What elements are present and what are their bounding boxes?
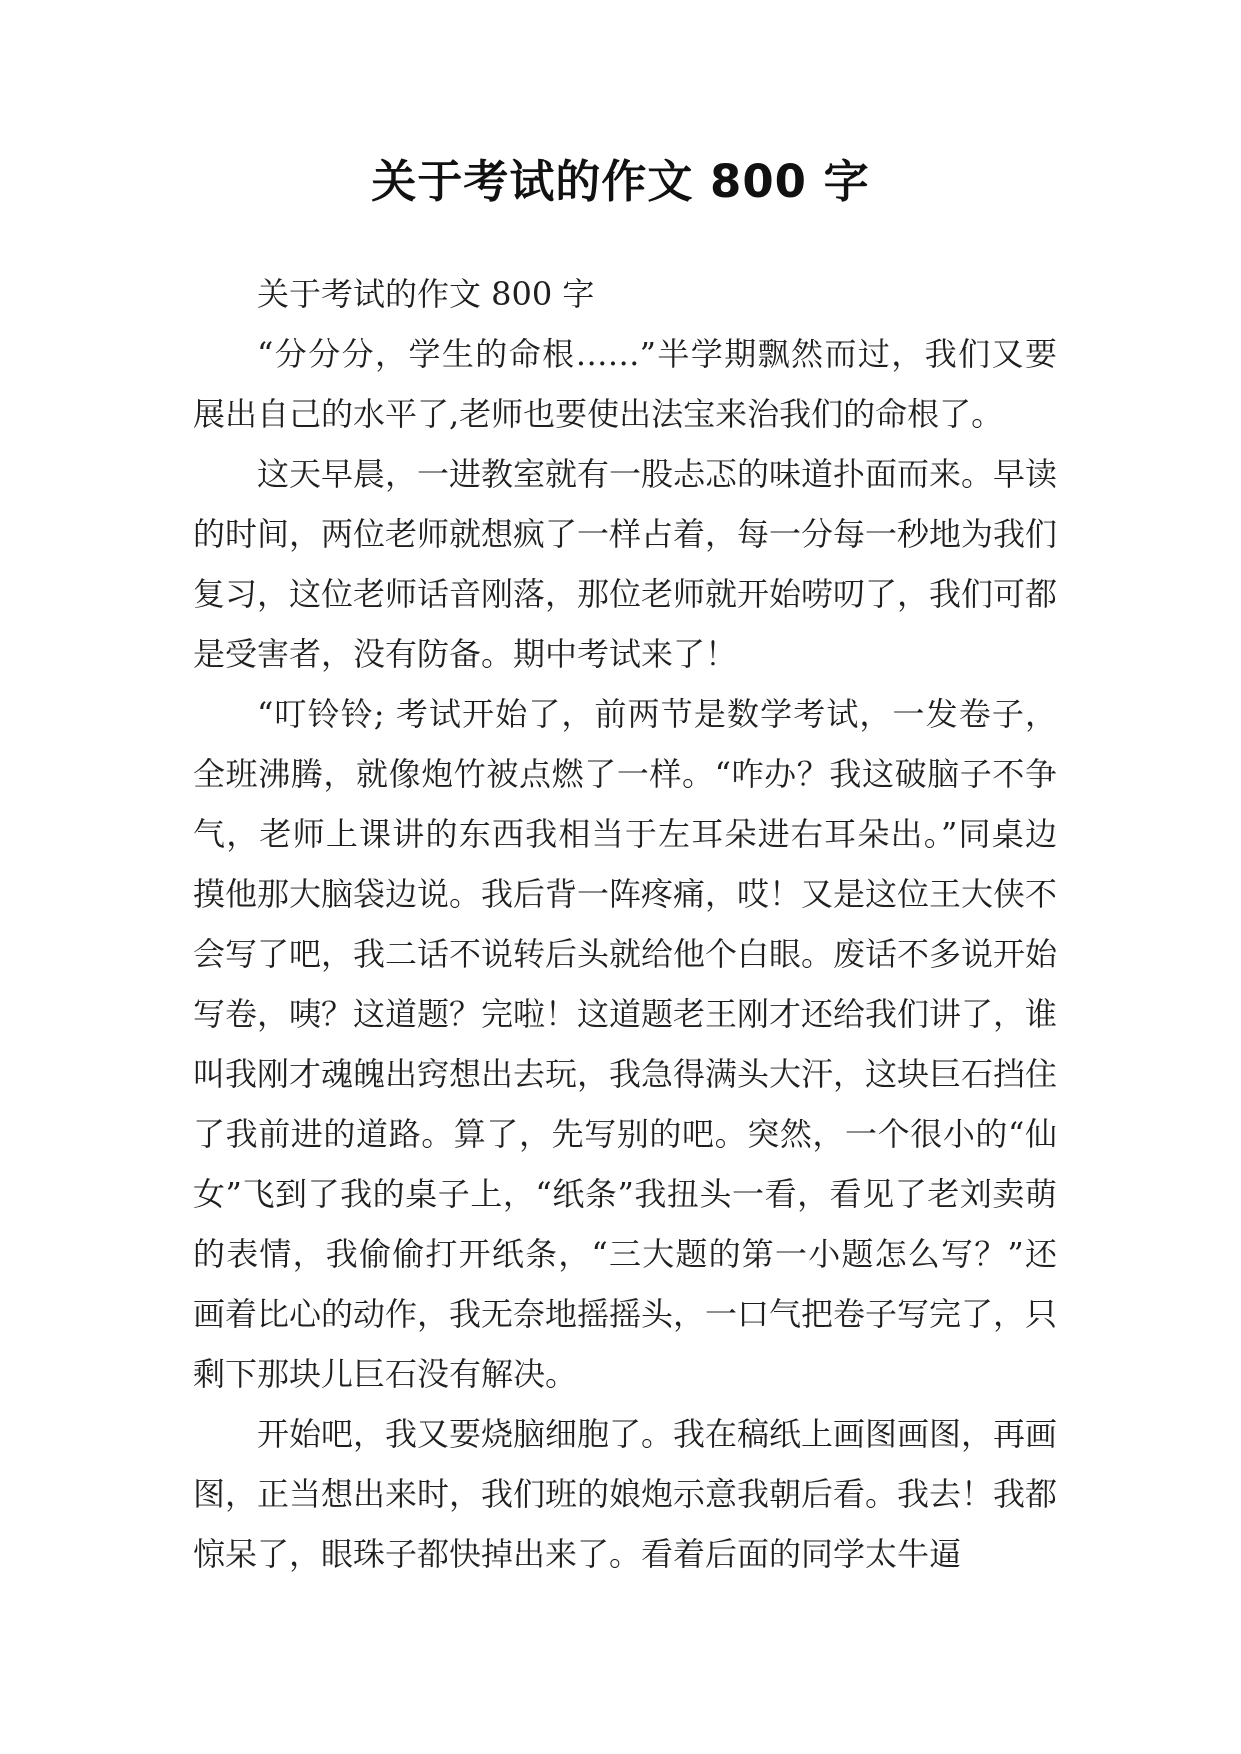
paragraph: “叮铃铃; 考试开始了，前两节是数学考试，一发卷子，全班沸腾，就像炮竹被点燃了一样。“咋办？我这破脑子不争气，老师上课讲的东西我相当于左耳朵进右耳朵出。”同桌边摸他那大脑袋边说。我后背一阵疼痛，哎！又是这位王大侠不会写了吧，我二话不说转后头就给他个白眼。废话不多说开始写卷，咦？这道题？完啦！这道题老王刚才还给我们讲了，谁叫我刚才魂魄出窍想出去玩，我急得满头大汗，这块巨石挡住了我前进的道路。算了，先写别的吧。突然，一个很小的“仙女”飞到了我的桌子上，“纸条”我扭头一看，看见了老刘卖萌的表情，我偷偷打开纸条，“三大题的第一小题怎么写？”还画着比心的动作，我无奈地摇摇头，一口气把卷子写完了，只剩下那块儿巨石没有解决。 <box>193 695 1058 1393</box>
paragraph: 这天早晨，一进教室就有一股忐忑的味道扑面而来。早读的时间，两位老师就想疯了一样占着，每一分每一秒地为我们复习，这位老师话音刚落，那位老师就开始唠叨了，我们可都是受害者，没有防备。期中考试来了！ <box>193 455 1058 673</box>
document-title: 关于考试的作文 800 字 <box>371 155 870 208</box>
document-body <box>193 264 1057 1584</box>
paragraph-subtitle: 关于考试的作文 800 字 <box>257 275 595 313</box>
paragraph: “分分分，学生的命根……”半学期飘然而过，我们又要展出自己的水平了,老师也要使出法宝来治我们的命根了。 <box>193 335 1057 433</box>
paragraph: 开始吧，我又要烧脑细胞了。我在稿纸上画图画图，再画图，正当想出来时，我们班的娘炮示意我朝后看。我去！我都惊呆了，眼珠子都快掉出来了。看着后面的同学太牛逼 <box>193 1415 1058 1573</box>
